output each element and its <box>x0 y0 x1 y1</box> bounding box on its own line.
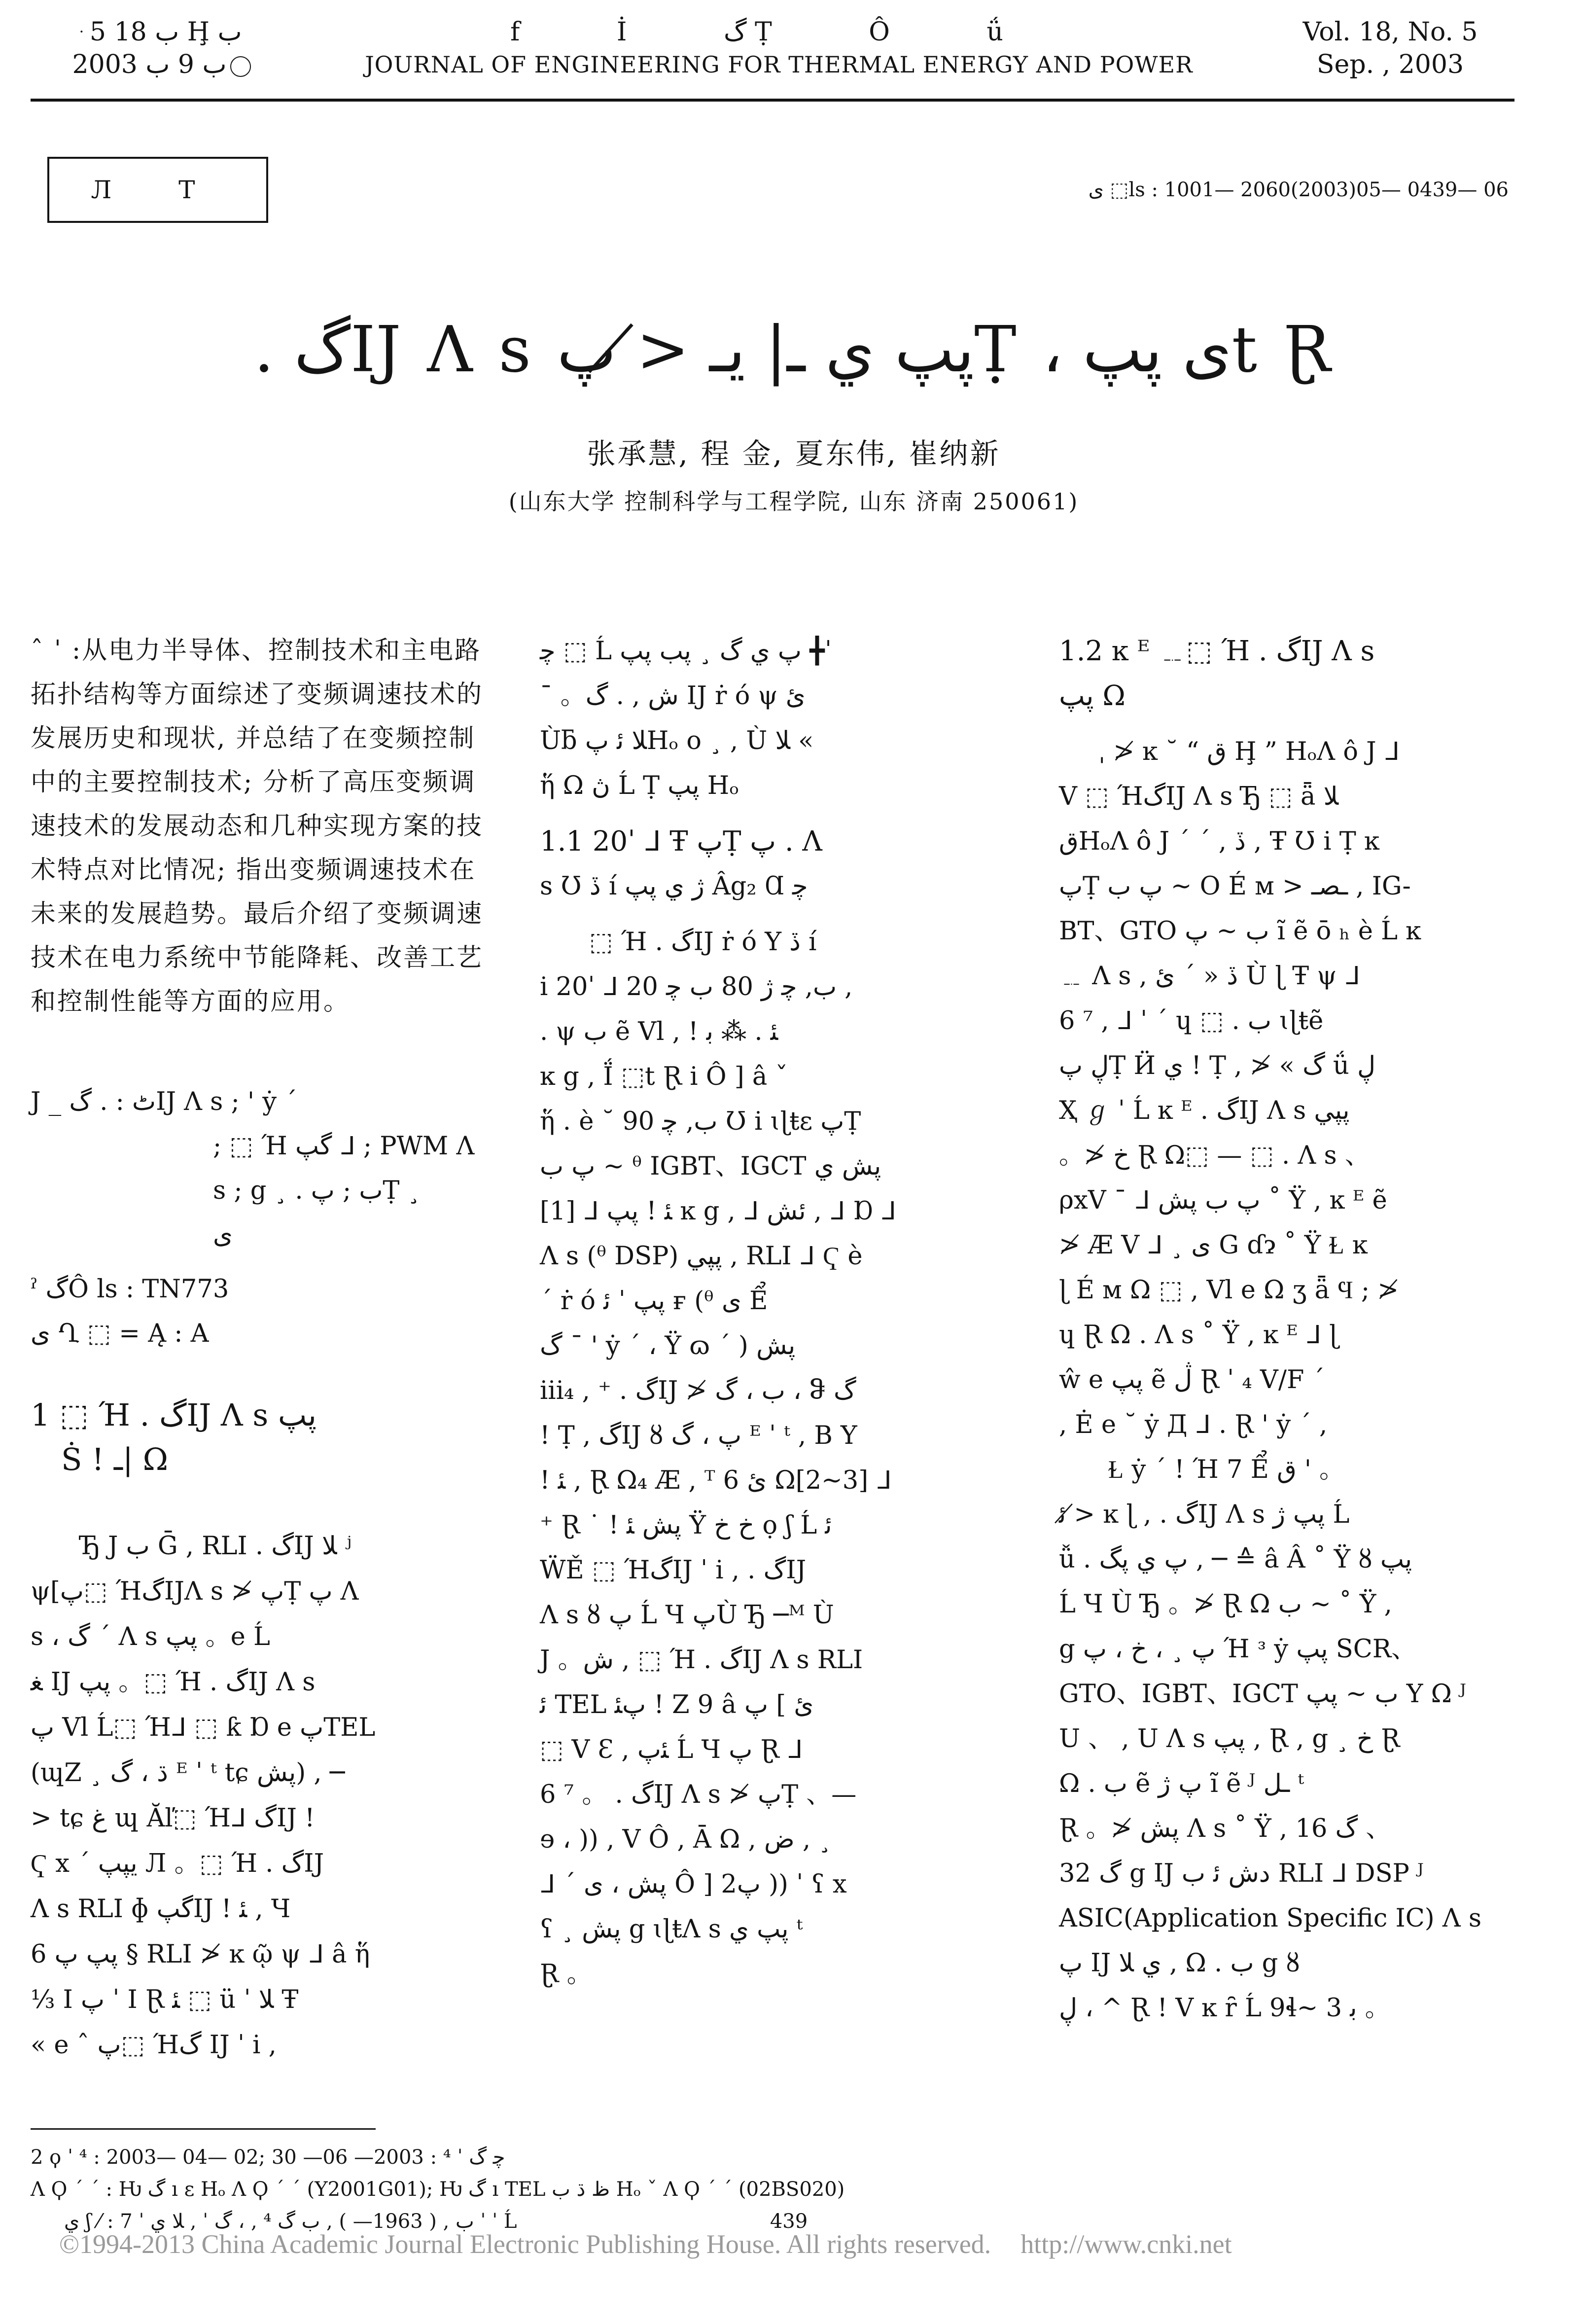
author-affiliation: (山东大学 控制科学与工程学院, 山东 济南 250061) <box>508 488 1079 515</box>
body-line: 6 ⁷ , ᒧ ˈ ˊ ɥ ⬚ . ب ɩɭŧẽ <box>1059 1006 1324 1036</box>
column-3-body <box>1059 629 1517 2031</box>
subsection-1-1-heading: 1.1 20ˈ ᒧ Ŧ پṬ پ . Λ <box>540 825 822 858</box>
body-line: قHₒΛ ô J ˊ ˊ , ڏ , Ŧ Ʊ i Ṭ ĸ <box>1059 827 1379 856</box>
body-line: BT、GTO ب ~ پ ĩ ẽ ō ₕ è Ĺ ĸ <box>1059 917 1421 946</box>
footnote-funding: Λ Ϙ ˊ ˊ : Ƕ گ ı ε Hₒ Λ Ϙ ˊ ˊ (Y2001G01); Ƕ گ ı TEL ظ ڌ ب Hₒ ˇ Λ Ϙ ˊ ˊ (02BS020) <box>31 2178 845 2201</box>
body-line: پ Ĳ ي ﻼ , Ω . ب g ȣ <box>1059 1949 1300 1978</box>
column-2-body <box>540 629 998 1997</box>
issue-date: Sep. , 2003 <box>1316 50 1464 79</box>
body-line: پپ پ 6 § RLI ≯ ĸ ῷ ψ ᒧ â ἥ <box>31 1940 370 1969</box>
body-line: ɘ ، )) , V Ô , Ā Ω , ض , ¸ <box>540 1825 831 1854</box>
body-line: ¯ 。ش , . گ Ĳ ṙ ó ψ ئ <box>540 681 806 711</box>
document-code: ى Ղ ⬚ = Ą : A <box>31 1319 209 1348</box>
body-line: ᒧ ˊ پش ، ى Ô ] پ2 )) ˈ ʕ x <box>540 1870 847 1899</box>
body-line: پṬ پ ب ~ O É ᴍ > ـصـ , IG- <box>1059 872 1411 901</box>
header-left-line1: ּ 5 ب 18 Ḩ ب <box>81 17 242 47</box>
cnki-link[interactable]: http://www.cnki.net <box>1021 2229 1232 2259</box>
body-line: ʕ ¸ پش g ɩɭŧΛ s پپ ي ᵗ <box>540 1915 803 1944</box>
body-line: ẄĚ ⬚ ΉگĲ ˈ i , . گĲ <box>540 1556 807 1585</box>
body-line: ASIC(Application Specific IC) Λ s <box>1059 1904 1482 1933</box>
body-line: . ψ ب ẽ Vl , ! ﺌ . ⁂ ﺑ <box>540 1017 778 1046</box>
body-line: g پ ¸ ، خ ، پ Ή ᶟ ẏ پپ SCR、 <box>1059 1635 1417 1664</box>
journal-title-en: JOURNAL OF ENGINEERING FOR THERMAL ENERGY AND POWER <box>365 51 1193 78</box>
body-line: Ùƃ ﻼ ﺋ پHₒ o ¸ , Ù ﻼ « <box>540 726 814 755</box>
author-list: 张承慧, 程 金, 夏东伟, 崔纳新 <box>587 437 1001 470</box>
body-line: iii₄ , ⁺ . گĲ ≯ ب ، گ ، ჵ گ <box>540 1376 856 1405</box>
copyright-text: ©1994-2013 China Academic Journal Electronic Publishing House. All rights reserved. <box>59 2229 991 2259</box>
footnote-author-bio: ي ʃ ⁄ : ب , ( 1963— ) , ب گ ⁴ , ، گ ˈ , ﻼ ي ˈ 7 ˈ ˈ Ĺ <box>64 2210 517 2233</box>
body-line: (ɰZ ¸ ڌ ، گ ᴱ ˈ ᵗ tɕ پش) , ─ <box>31 1758 345 1788</box>
footnote-dates: 2 ϙ ˈ ⁴ : 2003— 04— 02; ﭼ گ ˈ ⁴ : 2003— 06— 30 <box>31 2146 505 2169</box>
body-line: 。≯ خ Ɽ Ω⬚ — ⬚ . Λ s 、 <box>1059 1141 1370 1170</box>
body-line: ɥ Ɽ Ω . Λ s ˚ Ÿ , ĸ ᴱ ᒧ ɭ <box>1059 1321 1338 1350</box>
abstract <box>31 629 489 1024</box>
keywords-line: ; ⬚ Ή گپ ᒧ ; PWM Λ <box>213 1132 475 1161</box>
keywords-line: J _ ٹ : . گĲ Λ s ; ' ẏ ˊ <box>31 1087 297 1116</box>
header-volume-info-cn <box>34 16 290 81</box>
body-line: [1] ᒧ ﺌ ! پپ ĸ g , ᒧ ئش , ᒧ Ɒ ᒧ <box>540 1197 896 1226</box>
body-line: ﺋ ≯ ĸ ɭ , . گĲ Λ s پپ ژ Ĺ <box>1059 1500 1350 1529</box>
abstract-label: ˆ ˈ : <box>31 636 82 665</box>
section-heading-line: Ṡ ! ـ| Ω <box>61 1441 168 1477</box>
article-title: . گĲ Λ s پپ ي ـ| يـ ≯ پṬ ، ى پپt Ɽ <box>254 313 1334 387</box>
copyright-line <box>59 2229 1518 2259</box>
body-line: ĸ g , Ḯ ⬚t Ɽ i Ô ] â ˇ <box>540 1062 788 1091</box>
body-line: U 、 , U Λ s پپ , Ɽ , g ¸ خ Ɽ <box>1059 1724 1400 1753</box>
body-line: ≯ Æ V ᒧ ¸ ى G ɗɂ ˚ Ÿ Ɫ ĸ <box>1059 1231 1368 1260</box>
body-line: ﺋ TEL پﺌ ! Z 9 â ئ ] پ <box>540 1690 814 1719</box>
body-line: GTO、IGBT、IGCT ب ~ پپ Y Ω ᴶ <box>1059 1680 1467 1709</box>
section-heading-line: 1 ⬚ Ή . گĲ Λ s پپ <box>31 1397 317 1433</box>
column-label-box: Л Т <box>47 157 268 223</box>
volume-number: Vol. 18, No. 5 <box>1302 17 1478 47</box>
body-line: ἥ . è ˘ 90 ب, ﭼ Ʊ i ɩɭŧɛ پṬ <box>540 1107 861 1136</box>
body-line: > tɕ ﻍ ɰ Ăľ⬚ Ήᒧ گĲ ! <box>31 1804 315 1833</box>
body-line: ⬚ Ή . گĲ ṙ ó Y ڏ í <box>589 928 817 957</box>
body-line: گ ˉ ' ẏ ˊ ، Ÿ ɷ ˊ ) پش <box>540 1331 796 1360</box>
header-journal-title <box>345 16 1213 81</box>
body-line: Ĺ Ч Ù Ђ 。≯ Ɽ Ω ب ~ ˚ Ÿ , <box>1059 1590 1392 1619</box>
body-line: ⬚ V Ɛ , ﺌپ Ĺ Ч پ Ɽ ᒧ <box>540 1735 803 1764</box>
keywords-line: ى <box>213 1220 233 1250</box>
body-line: Ҁ x ˊ يپپ Л 。⬚ Ή . گĲ <box>31 1849 324 1878</box>
column-1-body <box>31 1524 489 2068</box>
journal-seal-icon <box>230 56 251 77</box>
page-number: 439 <box>770 2210 808 2233</box>
body-line: 32 گ g Ĳ دش ﺋ ب RLI ᒧ DSP ᴶ <box>1059 1859 1424 1888</box>
header-volume-info-en <box>1262 16 1518 81</box>
body-line: ڸ ، ^ Ɽ ! V ĸ ȓ Ĺ 9ɬ~ 3 ﺑ 。 <box>1059 1994 1390 2023</box>
body-line: Λ s ȣ پ Ĺ Ч پÙ Ђ ─ᴹ Ù <box>540 1601 834 1630</box>
body-line: Ђ J ب Ḡ , RLI . گĲ ﻼ ʲ <box>80 1532 352 1561</box>
keywords-line: s ; g ¸ . ب ; پṬ ¸ <box>213 1176 421 1205</box>
body-line: « e ˆ پ⬚ Ήگ Ĳ ˈ i , <box>31 2031 277 2060</box>
body-line: ˊ ṙ ó پپ ˈ ﺋ ғ (ᶿ ى Ể <box>540 1287 768 1316</box>
body-line: i 20ˈ ᒧ 20 ب, ﭼ ژ 80 ب ﭼ , <box>540 972 853 1001</box>
keywords <box>31 1080 489 1257</box>
subsection-1-2-heading-cont: پپ Ω <box>1059 680 1126 712</box>
body-line: Ɽ 。 <box>540 1960 592 1989</box>
body-line: ⅓ I پ ˈ I Ɽ ﺌ ⬚ ü ˈ ﻼ Ŧ <box>31 1985 299 2014</box>
body-line: ǚ . پ ي پگ , ─ ≙ â Â ˚ Ÿ ȣ پپ <box>1059 1545 1412 1574</box>
subsection-1-2-heading: 1.2 ĸ ᴱ ﹎⬚ Ή . گĲ Λ s <box>1059 635 1375 667</box>
body-line: ˌ ≯ ĸ ˘ “ ق Ḩ ” HₒΛ ô J ᒧ <box>1098 737 1400 766</box>
section-1-heading <box>31 1393 489 1482</box>
header-rule <box>31 99 1514 102</box>
body-line: Ɽ 。≯ پش Λ s ˚ Ÿ , 16 گ 、 <box>1059 1814 1391 1843</box>
body-line: s ، گ ˊ Λ s پپ 。e Ĺ <box>31 1622 270 1651</box>
body-line: ڸ پṬ Ӥ ي ! Ṭ , ≯ « گ ǘ ڸ <box>1059 1051 1376 1080</box>
body-line: ! ﺌ , Ɽ Ω₄ Æ , ᵀ ئ 6 Ω[2~3] ᒧ <box>540 1466 892 1495</box>
body-line: s Ʊ ڏ í ژ ي پپ Âg₂ Ɑ ﭼ <box>540 872 808 901</box>
body-line: ψ[پ⬚ ΉگĲΛ s ≯ پṬ پ Λ <box>31 1577 359 1606</box>
body-line: Ҳ ℊ ˈ Ĺ ĸ ᴱ . گĲ Λ s پپي <box>1059 1096 1350 1125</box>
body-line: V ⬚ ΉگĲ Λ s Ђ ⬚ ǟ ﻼ <box>1059 782 1338 811</box>
body-line: ŵ e پپ ẽ ڷ Ɽ ˈ ₄ V/F ˊ <box>1059 1365 1325 1394</box>
article-number: ى ⬚ls : 1001— 2060(2003)05— 0439— 06 <box>1088 179 1509 201</box>
body-line: پ Vl Ĺ⬚ Ήᒧ ⬚ ƙ Ɒ e پTEL <box>31 1713 376 1742</box>
body-line: Λ s (ᶿ DSP) پپي , RLI ᒧ Ҁ è <box>540 1242 863 1271</box>
abstract-text: 从电力半导体、控制技术和主电路拓扑结构等方面综述了变频调速技术的发展历史和现状, 并总结了在变频控制中的主要控制技术; 分析了高压变频调速技术的发展动态和几种实现方案的技术特点对比情况; 指出变频调速技术在未来的发展趋势。最后介绍了变频调速技术在电力系统中节能降耗、改善工艺和控制性能等方面的应用。 <box>31 636 484 1016</box>
body-line: Ɫ ẏ ˊ ! Ή 7 Ể ق ' 。 <box>1108 1455 1345 1484</box>
body-line: پ ب ~ ᶿ IGBT、IGCT پش ي <box>540 1152 881 1181</box>
clc-number: ˀ گÔ ls : TN773 <box>31 1275 229 1304</box>
journal-title-cn: f İ گ Ṭ Ô ǘ <box>510 17 1048 47</box>
classification-codes <box>31 1267 489 1356</box>
body-line: Λ s RLI ɸ گپĲ ! ﺌ , Ч <box>31 1895 291 1924</box>
body-line: ﻐ Ĳ پپ 。⬚ Ή . گĲ Λ s <box>31 1668 316 1697</box>
body-line: ρxV ˉ ᒧ پ ب پش ˚ Ÿ , ĸ ᴱ ẽ <box>1059 1186 1387 1215</box>
footnote-rule <box>31 2128 376 2130</box>
header-left-line2: 2003 ب 9 ب <box>34 48 290 81</box>
body-line: ﭼ ⬚ Ĺ پ ي گ ¸ پب پپ ╋ˈ <box>540 637 832 666</box>
body-line: ἥ Ω ڽ Ĺ Ṭ پپ Hₒ <box>540 771 739 800</box>
body-line: Ω . ب ẽ پ ژ ĩ ẽ ᴶ ـل ᵗ <box>1059 1769 1304 1798</box>
body-line: ! Ṭ , گĲ ȣ پ ، گ ᴱ ˈ ᵗ , B Y <box>540 1421 857 1450</box>
body-line: ⁺ Ɽ ˙ ! پش ﺌ Ÿ خ خ ọ ʃ Ĺ ﺋ <box>540 1511 832 1540</box>
body-line: 6 ⁷ 。 . گĲ Λ s ≯ پṬ 、— <box>540 1780 857 1809</box>
body-line: ﹎ Λ s , ڏ « ˊ ئ Ù ɭ Ŧ ψ ᒧ <box>1059 962 1360 991</box>
body-line: ɭ É ᴍ Ω ⬚ , Vl e Ω ʒ ǟ Ϥ ; ≯ <box>1059 1276 1399 1305</box>
body-line: J 。ش , ⬚ Ή . گĲ Λ s RLI <box>540 1645 863 1675</box>
body-line: , Ė e ˘ ẏ Д ᒧ . Ɽ ' ẏ ˊ , <box>1059 1410 1328 1439</box>
